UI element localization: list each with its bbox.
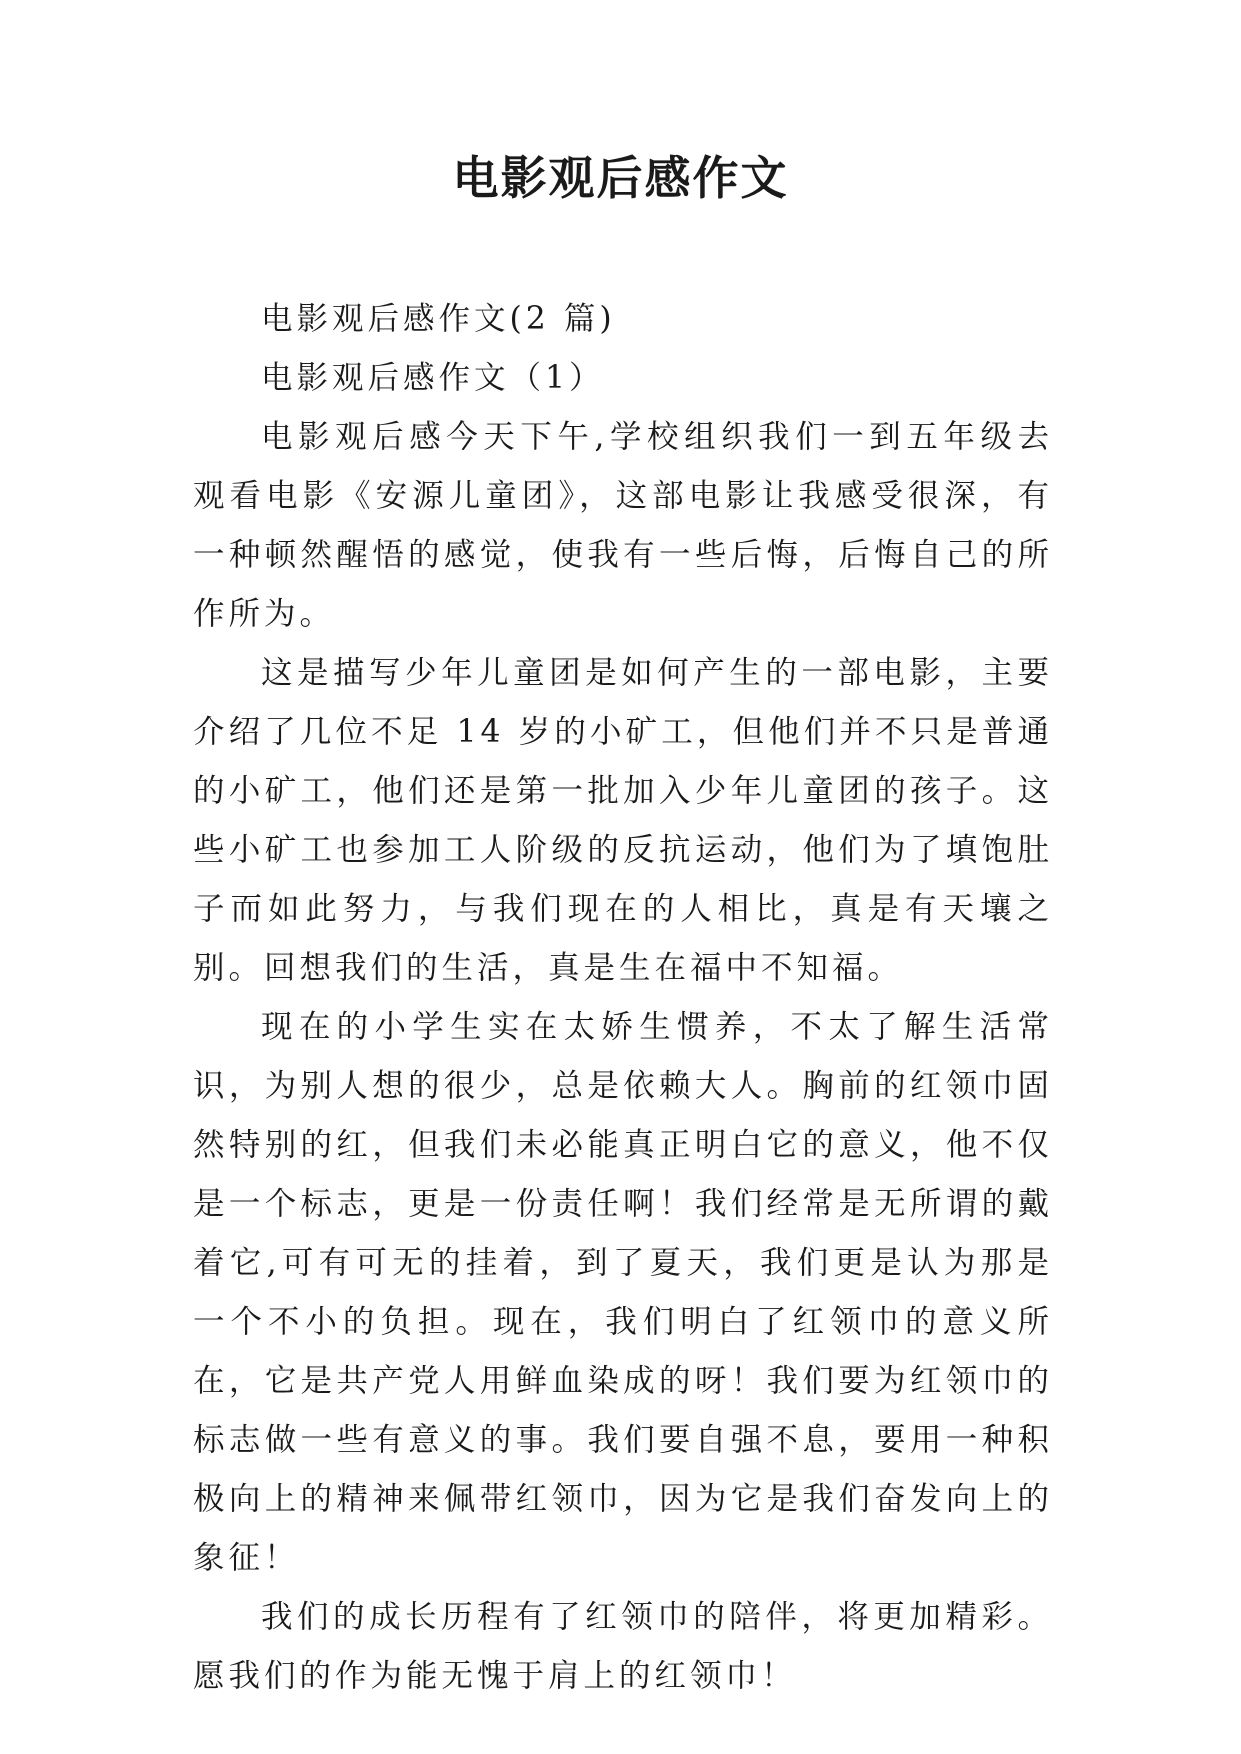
document-body [193,290,1053,1706]
paragraph-4: 我们的成长历程有了红领巾的陪伴，将更加精彩。愿我们的作为能无愧于肩上的红领巾！ [193,1599,1053,1694]
document-title: 电影观后感作文 [452,151,789,205]
paragraph-3: 现在的小学生实在太娇生惯养，不太了解生活常识，为别人想的很少，总是依赖大人。胸前的红领巾固然特别的红，但我们未必能真正明白它的意义，他不仅是一个标志，更是一份责任啊！我们经常是无所谓的戴着它,可有可无的挂着，到了夏天，我们更是认为那是一个不小的负担。现在，我们明白了红领巾的意义所在，它是共产党人用鲜血染成的呀！我们要为红领巾的标志做一些有意义的事。我们要自强不息，要用一种积极向上的精神来佩带红领巾，因为它是我们奋发向上的象征！ [193,1009,1053,1576]
paragraph-2: 这是描写少年儿童团是如何产生的一部电影，主要介绍了几位不足 14 岁的小矿工，但他们并不只是普通的小矿工，他们还是第一批加入少年儿童团的孩子。这些小矿工也参加工人阶级的反抗运动，他们为了填饱肚子而如此努力，与我们现在的人相比，真是有天壤之别。回想我们的生活，真是生在福中不知福。 [193,655,1053,986]
section-heading: 电影观后感作文（1） [261,360,605,396]
document-subtitle: 电影观后感作文(2 篇) [261,301,616,337]
paragraph-1: 电影观后感今天下午,学校组织我们一到五年级去观看电影《安源儿童团》，这部电影让我感受很深，有一种顿然醒悟的感觉，使我有一些后悔，后悔自己的所作所为。 [193,419,1053,632]
